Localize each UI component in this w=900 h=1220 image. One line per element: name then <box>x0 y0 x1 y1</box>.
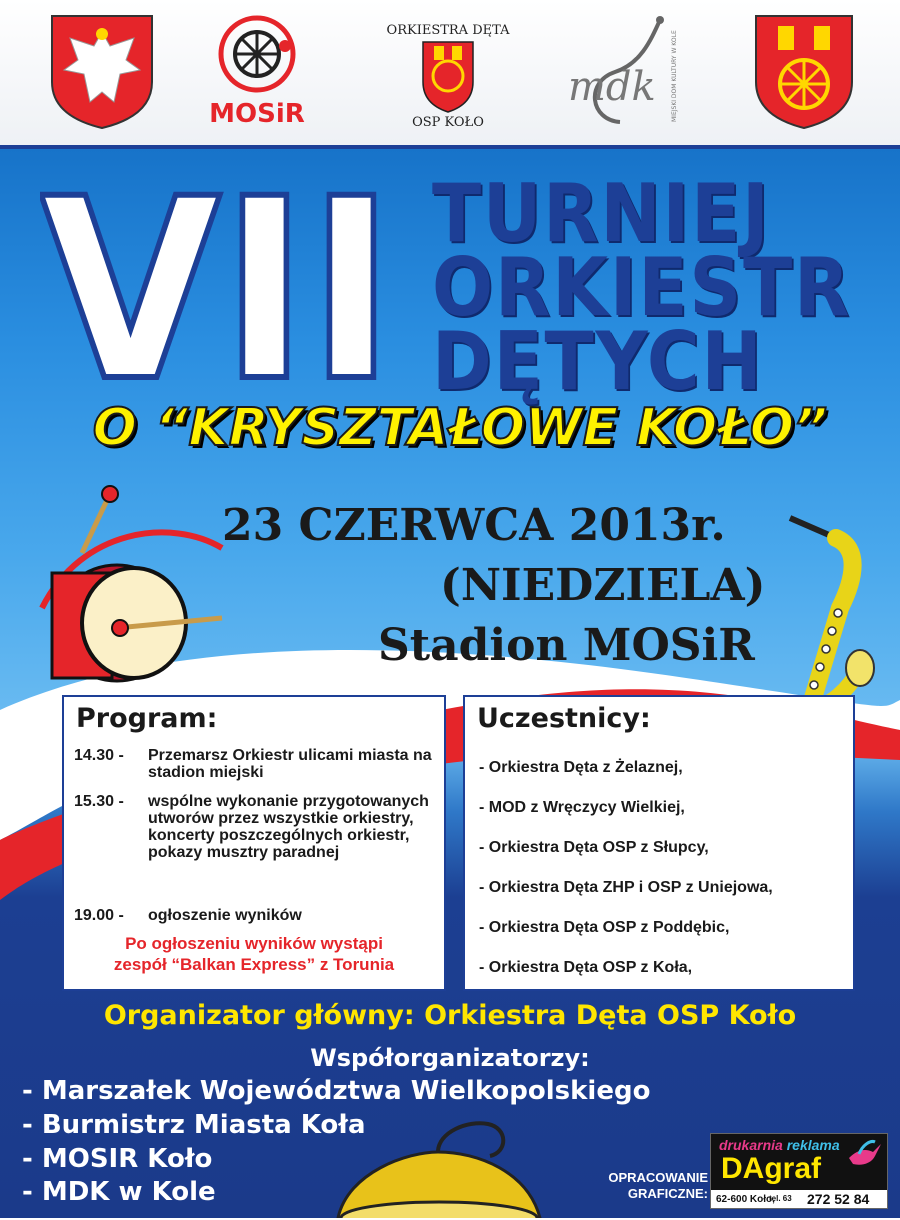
program-item <box>74 793 432 861</box>
drum-icon <box>22 478 252 688</box>
dagraf-tagline <box>719 1137 840 1153</box>
participant-item: - Orkiestra Dęta OSP z Poddębic, <box>479 919 730 936</box>
participant-item: - Orkiestra Dęta OSP z Koła, <box>479 959 693 976</box>
wielkopolska-eagle-crest-icon <box>48 12 156 130</box>
program-desc: wspólne wykonanie przygotowanych utworów przez wszystkie orkiestry, koncerty poszczególnych orkiestr, pokazy musztry paradnej <box>148 793 429 861</box>
kolo-town-crest-icon <box>752 12 856 130</box>
subtitle: O “KRYSZTAŁOWE KOŁO” <box>92 398 828 458</box>
mdk-letters: mdk <box>568 64 656 110</box>
participant-item: - MOD z Wręczycy Wielkiej, <box>479 799 685 816</box>
coorganizer-item: - MOSIR Koło <box>22 1144 213 1174</box>
tuba-icon <box>318 1112 558 1218</box>
roman-numeral-vii <box>40 172 400 387</box>
orkiestra-osp-kolo-seal-icon <box>376 12 520 130</box>
program-item <box>74 907 432 924</box>
dagraf-contact <box>711 1190 887 1208</box>
credit-label <box>582 1170 708 1202</box>
event-date: 23 CZERWCA 2013r. <box>222 500 726 551</box>
program-panel <box>62 695 446 991</box>
mdk-vertical-text: MIEJSKI DOM KULTURY W KOLE <box>671 30 678 122</box>
program-item <box>74 747 432 781</box>
program-time: 19.00 - <box>74 907 124 924</box>
hummingbird-icon <box>845 1138 883 1176</box>
event-venue: Stadion MOSiR <box>378 620 755 671</box>
program-heading: Program: <box>76 703 218 734</box>
roman-numeral-text: VII <box>40 172 395 387</box>
dagraf-logo <box>710 1133 888 1209</box>
program-time: 14.30 - <box>74 747 124 764</box>
concert-note-line-1: Po ogłoszeniu wyników wystąpi <box>125 934 383 953</box>
title-line-3: DĘTYCH <box>432 315 764 408</box>
program-time: 15.30 - <box>74 793 124 810</box>
seal-top-text: ORKIESTRA DĘTA <box>386 23 510 38</box>
dagraf-phone: 272 52 84 <box>807 1191 870 1207</box>
title-line-1: TURNIEJ <box>432 167 771 260</box>
coorganizer-item: - Burmistrz Miasta Koła <box>22 1110 366 1140</box>
mosir-logo-text: MOSiR <box>209 99 305 129</box>
coorganizer-item: - Marszałek Województwa Wielkopolskiego <box>22 1076 651 1106</box>
participants-heading: Uczestnicy: <box>477 703 651 734</box>
mosir-logo-icon <box>205 12 310 130</box>
dagraf-address: 62-600 Koło, <box>716 1194 775 1205</box>
dagraf-tagline-1: drukarnia <box>719 1137 783 1153</box>
main-organizer: Organizator główny: Orkiestra Dęta OSP Koło <box>103 1000 797 1031</box>
participant-item: - Orkiestra Dęta ZHP i OSP z Uniejowa, <box>479 879 773 896</box>
dagraf-brand: DAgraf <box>721 1152 822 1185</box>
mdk-logo-icon <box>560 12 692 130</box>
program-desc: Przemarsz Orkiestr ulicami miasta na stadion miejski <box>148 747 432 781</box>
dagraf-tagline-2: reklama <box>786 1137 840 1153</box>
event-day: (NIEDZIELA) <box>440 560 766 611</box>
concert-note-line-2: zespół “Balkan Express” z Torunia <box>113 955 395 974</box>
credit-label-line-2: GRAFICZNE: <box>627 1186 708 1201</box>
participant-item: - Orkiestra Dęta z Żelaznej, <box>479 759 683 776</box>
participant-item: - Orkiestra Dęta OSP z Słupcy, <box>479 839 709 856</box>
program-desc: ogłoszenie wyników <box>148 907 302 924</box>
coorganizers-heading: Współorganizatorzy: <box>310 1044 590 1072</box>
title-line-2: ORKIESTR <box>432 241 852 334</box>
participants-panel <box>463 695 855 991</box>
coorganizer-item: - MDK w Kole <box>22 1177 216 1207</box>
concert-note <box>64 933 444 975</box>
seal-bottom-text: OSP KOŁO <box>412 115 484 130</box>
dagraf-tel-prefix: tel. 63 <box>769 1194 792 1203</box>
credit-label-line-1: OPRACOWANIE <box>608 1170 708 1185</box>
